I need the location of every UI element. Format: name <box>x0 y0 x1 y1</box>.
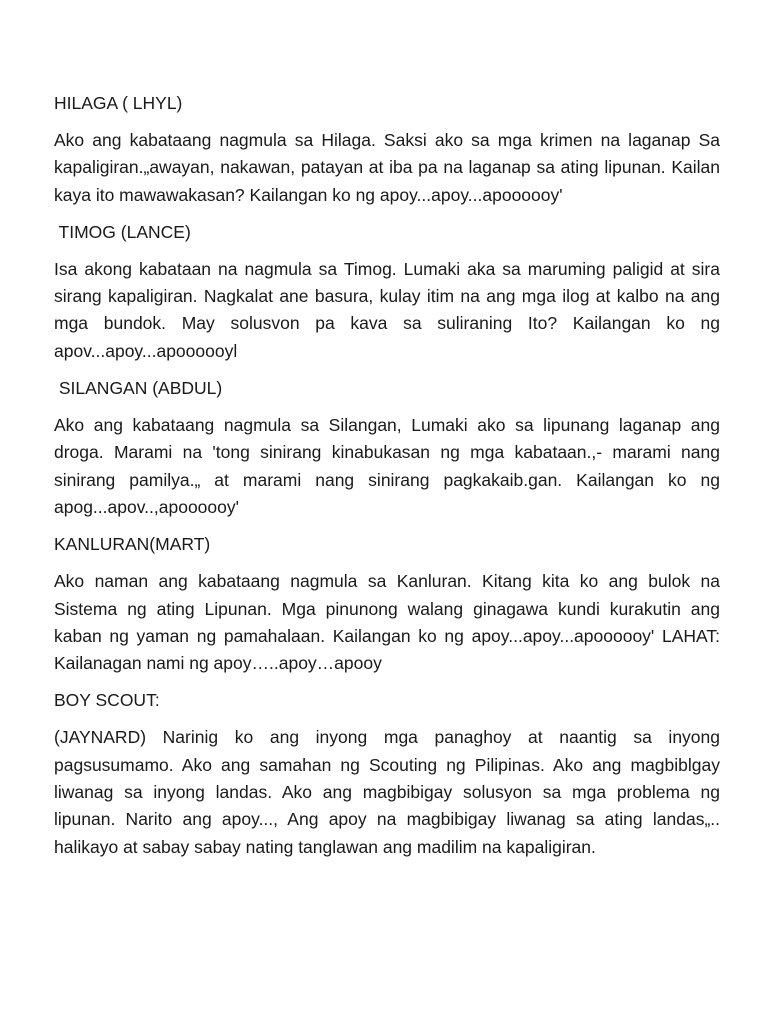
section-heading: SILANGAN (ABDUL) <box>54 378 223 399</box>
section-paragraph: Ako naman ang kabataang nagmula sa Kanluran. Kitang kita ko ang bulok na Sistema ng ating Lipunan. Mga pinunong walang ginagawa kundi kurakutin ang kaban ng yaman ng pamahalaan. Kailangan ko ng apoy...apoy...apoooooy' LAHAT: Kailanagan nami ng apoy…..apoy…apooy <box>54 571 720 674</box>
section-silangan <box>54 375 720 521</box>
section-kanluran <box>54 531 720 677</box>
section-timog <box>54 219 720 365</box>
section-paragraph: Ako ang kabataang nagmula sa Hilaga. Saksi ako sa mga krimen na laganap Sa kapaligiran.„awayan, nakawan, patayan at iba pa na laganap sa ating lipunan. Kailan kaya ito mawawakasan? Kailangan ko ng apoy...apoy...apoooooy' <box>54 130 720 205</box>
section-heading: KANLURAN(MART) <box>54 534 211 555</box>
section-paragraph: (JAYNARD) Narinig ko ang inyong mga panaghoy at naantig sa inyong pagsusumamo. Ako ang samahan ng Scouting ng Pilipinas. Ako ang magbiblgay liwanag sa inyong landas. Ako ang magbibigay solusyon sa mga problema ng lipunan. Narito ang apoy..., Ang apoy na magbibigay liwanag sa ating landas„.. halikayo at sabay sabay nating tanglawan ang madilim na kapaligiran. <box>54 727 720 857</box>
section-paragraph: Isa akong kabataan na nagmula sa Timog. Lumaki aka sa maruming paligid at sira sirang kapaligiran. Nagkalat ane basura, kulay itim na ang mga ilog at kalbo na ang mga bundok. May solusvon pa kava sa suliraning Ito? Kailangan ko ng apov...apoy...apoooooyl <box>54 258 720 361</box>
document-page <box>54 90 720 871</box>
section-heading: HILAGA ( LHYL) <box>54 93 183 113</box>
section-paragraph: Ako ang kabataang nagmula sa Silangan, Lumaki ako sa lipunang laganap ang droga. Marami na 'tong sinirang kinabukasan ng mga kabataan.,- marami nang sinirang pamilya.„ at marami nang sinirang pagkakaib.gan. Kailangan ko ng apog...apov..,apoooooy' <box>54 415 720 517</box>
section-heading: BOY SCOUT: <box>54 690 160 711</box>
section-hilaga <box>54 90 720 209</box>
section-boy-scout <box>54 687 720 860</box>
section-heading: TIMOG (LANCE) <box>54 221 191 242</box>
